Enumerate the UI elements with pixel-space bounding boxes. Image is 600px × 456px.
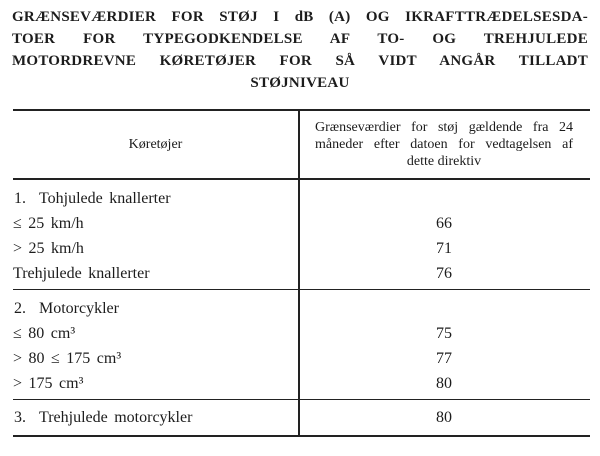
section-number: 3. [14, 408, 26, 426]
limits-header-line-2: måneder efter datoen for vedtagelsen af [315, 137, 573, 152]
table-row [13, 211, 590, 236]
section-heading-label: Tohjulede knallerter [39, 189, 171, 207]
limits-header-line-1: Grænseværdier for støj gældende fra 24 [315, 120, 573, 135]
title-line-2: TOER FOR TYPEGODKENDELSE AF TO- OG TREHJULEDE [12, 31, 588, 47]
table-row [13, 321, 590, 346]
limit-value-cell: 66 [436, 214, 452, 232]
section-number: 1. [14, 189, 26, 207]
table-column-divider [298, 111, 300, 435]
limit-value-cell: 75 [436, 324, 452, 342]
limit-value-cell: 80 [436, 408, 452, 426]
section-heading-label: Motorcykler [39, 299, 119, 317]
document-page [0, 6, 600, 456]
section-heading-row [13, 296, 590, 321]
limit-value-cell: 80 [436, 374, 452, 392]
table-row [13, 371, 590, 396]
section-heading-row [13, 186, 590, 211]
column-header-limits-text [315, 119, 573, 170]
limit-value-cell: 71 [436, 239, 452, 257]
table-section-mopeds [13, 180, 590, 290]
title-line-3: MOTORDREVNE KØRETØJER FOR SÅ VIDT ANGÅR TILLADT [12, 53, 588, 69]
section-number: 2. [14, 299, 26, 317]
table-header-row [13, 111, 590, 180]
page-title [12, 6, 588, 94]
table-row [13, 346, 590, 371]
limit-value-cell [298, 186, 590, 211]
table-row [13, 261, 590, 286]
limits-header-line-3: dette direktiv [406, 154, 482, 169]
vehicle-category-cell: ≤ 80 cm³ [13, 324, 76, 342]
vehicle-category-cell: ≤ 25 km/h [13, 214, 84, 232]
section-heading-cell [13, 405, 298, 430]
vehicle-category-cell: Trehjulede knallerter [13, 264, 150, 282]
table-section-motorcycles [13, 290, 590, 400]
document [0, 6, 600, 437]
section-heading-row [13, 405, 590, 430]
limit-value-cell: 76 [436, 264, 452, 282]
title-line-4: STØJNIVEAU [250, 75, 350, 91]
noise-limits-table [13, 109, 590, 437]
vehicle-category-cell: > 25 km/h [13, 239, 84, 257]
title-line-1: GRÆNSEVÆRDIER FOR STØJ I dB (A) OG IKRAFTTRÆDELSESDA- [12, 9, 588, 25]
column-header-limits [298, 111, 590, 178]
vehicle-category-cell: > 80 ≤ 175 cm³ [13, 349, 122, 367]
table-row [13, 236, 590, 261]
section-heading-cell [13, 186, 298, 211]
section-heading-label: Trehjulede motorcykler [39, 408, 193, 426]
limit-value-cell: 77 [436, 349, 452, 367]
vehicle-category-cell: > 175 cm³ [13, 374, 84, 392]
limit-value-cell [298, 296, 590, 321]
table-section-tricycles [13, 400, 590, 435]
column-header-vehicles: Køretøjer [128, 137, 183, 152]
section-heading-cell [13, 296, 298, 321]
